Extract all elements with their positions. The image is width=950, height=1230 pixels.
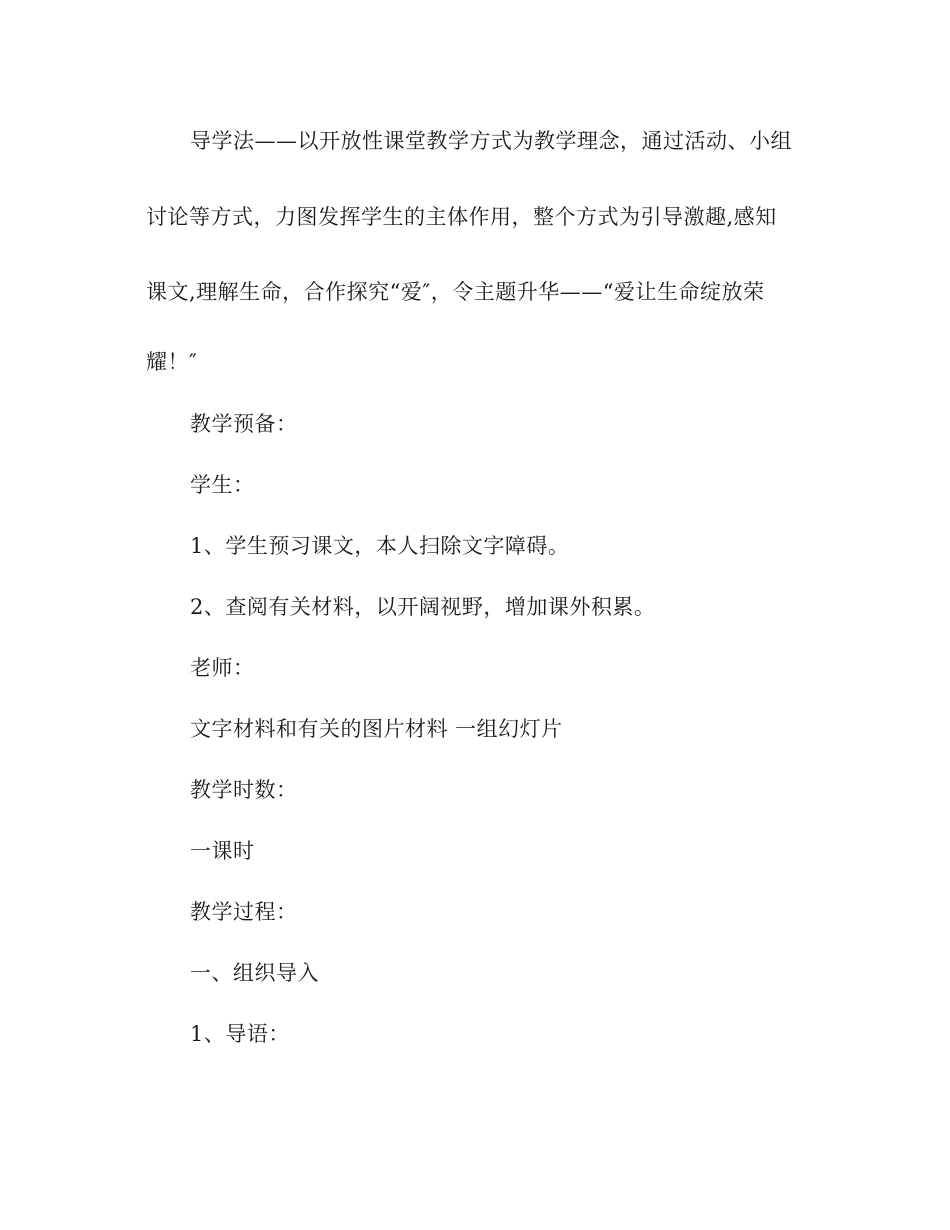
intro-paragraph-line-3: 课文,理解生命，合作探究“爱″，令主题升华——“爱让生命绽放荣 [146, 280, 765, 304]
section-one-heading: 一、组织导入 [190, 961, 319, 985]
section-one-item-1: 1、导语： [190, 1022, 290, 1046]
intro-paragraph-line-4: 耀！″ [146, 350, 198, 374]
intro-paragraph-line-1: 导学法——以开放性课堂教学方式为教学理念，通过活动、小组 [190, 129, 792, 153]
students-heading: 学生： [190, 473, 255, 497]
hours-heading: 教学时数： [190, 778, 298, 802]
students-item-1: 1、学生预习课文，本人扫除文字障碍。 [190, 534, 570, 558]
prep-heading: 教学预备： [190, 412, 298, 436]
teacher-materials: 文字材料和有关的图片材料 一组幻灯片 [190, 717, 563, 741]
hours-value: 一课时 [190, 839, 255, 863]
students-item-2: 2、查阅有关材料，以开阔视野，增加课外积累。 [190, 595, 656, 619]
teacher-heading: 老师： [190, 656, 255, 680]
intro-paragraph-line-2: 讨论等方式，力图发挥学生的主体作用，整个方式为引导激趣,感知 [146, 205, 777, 229]
process-heading: 教学过程： [190, 900, 298, 924]
